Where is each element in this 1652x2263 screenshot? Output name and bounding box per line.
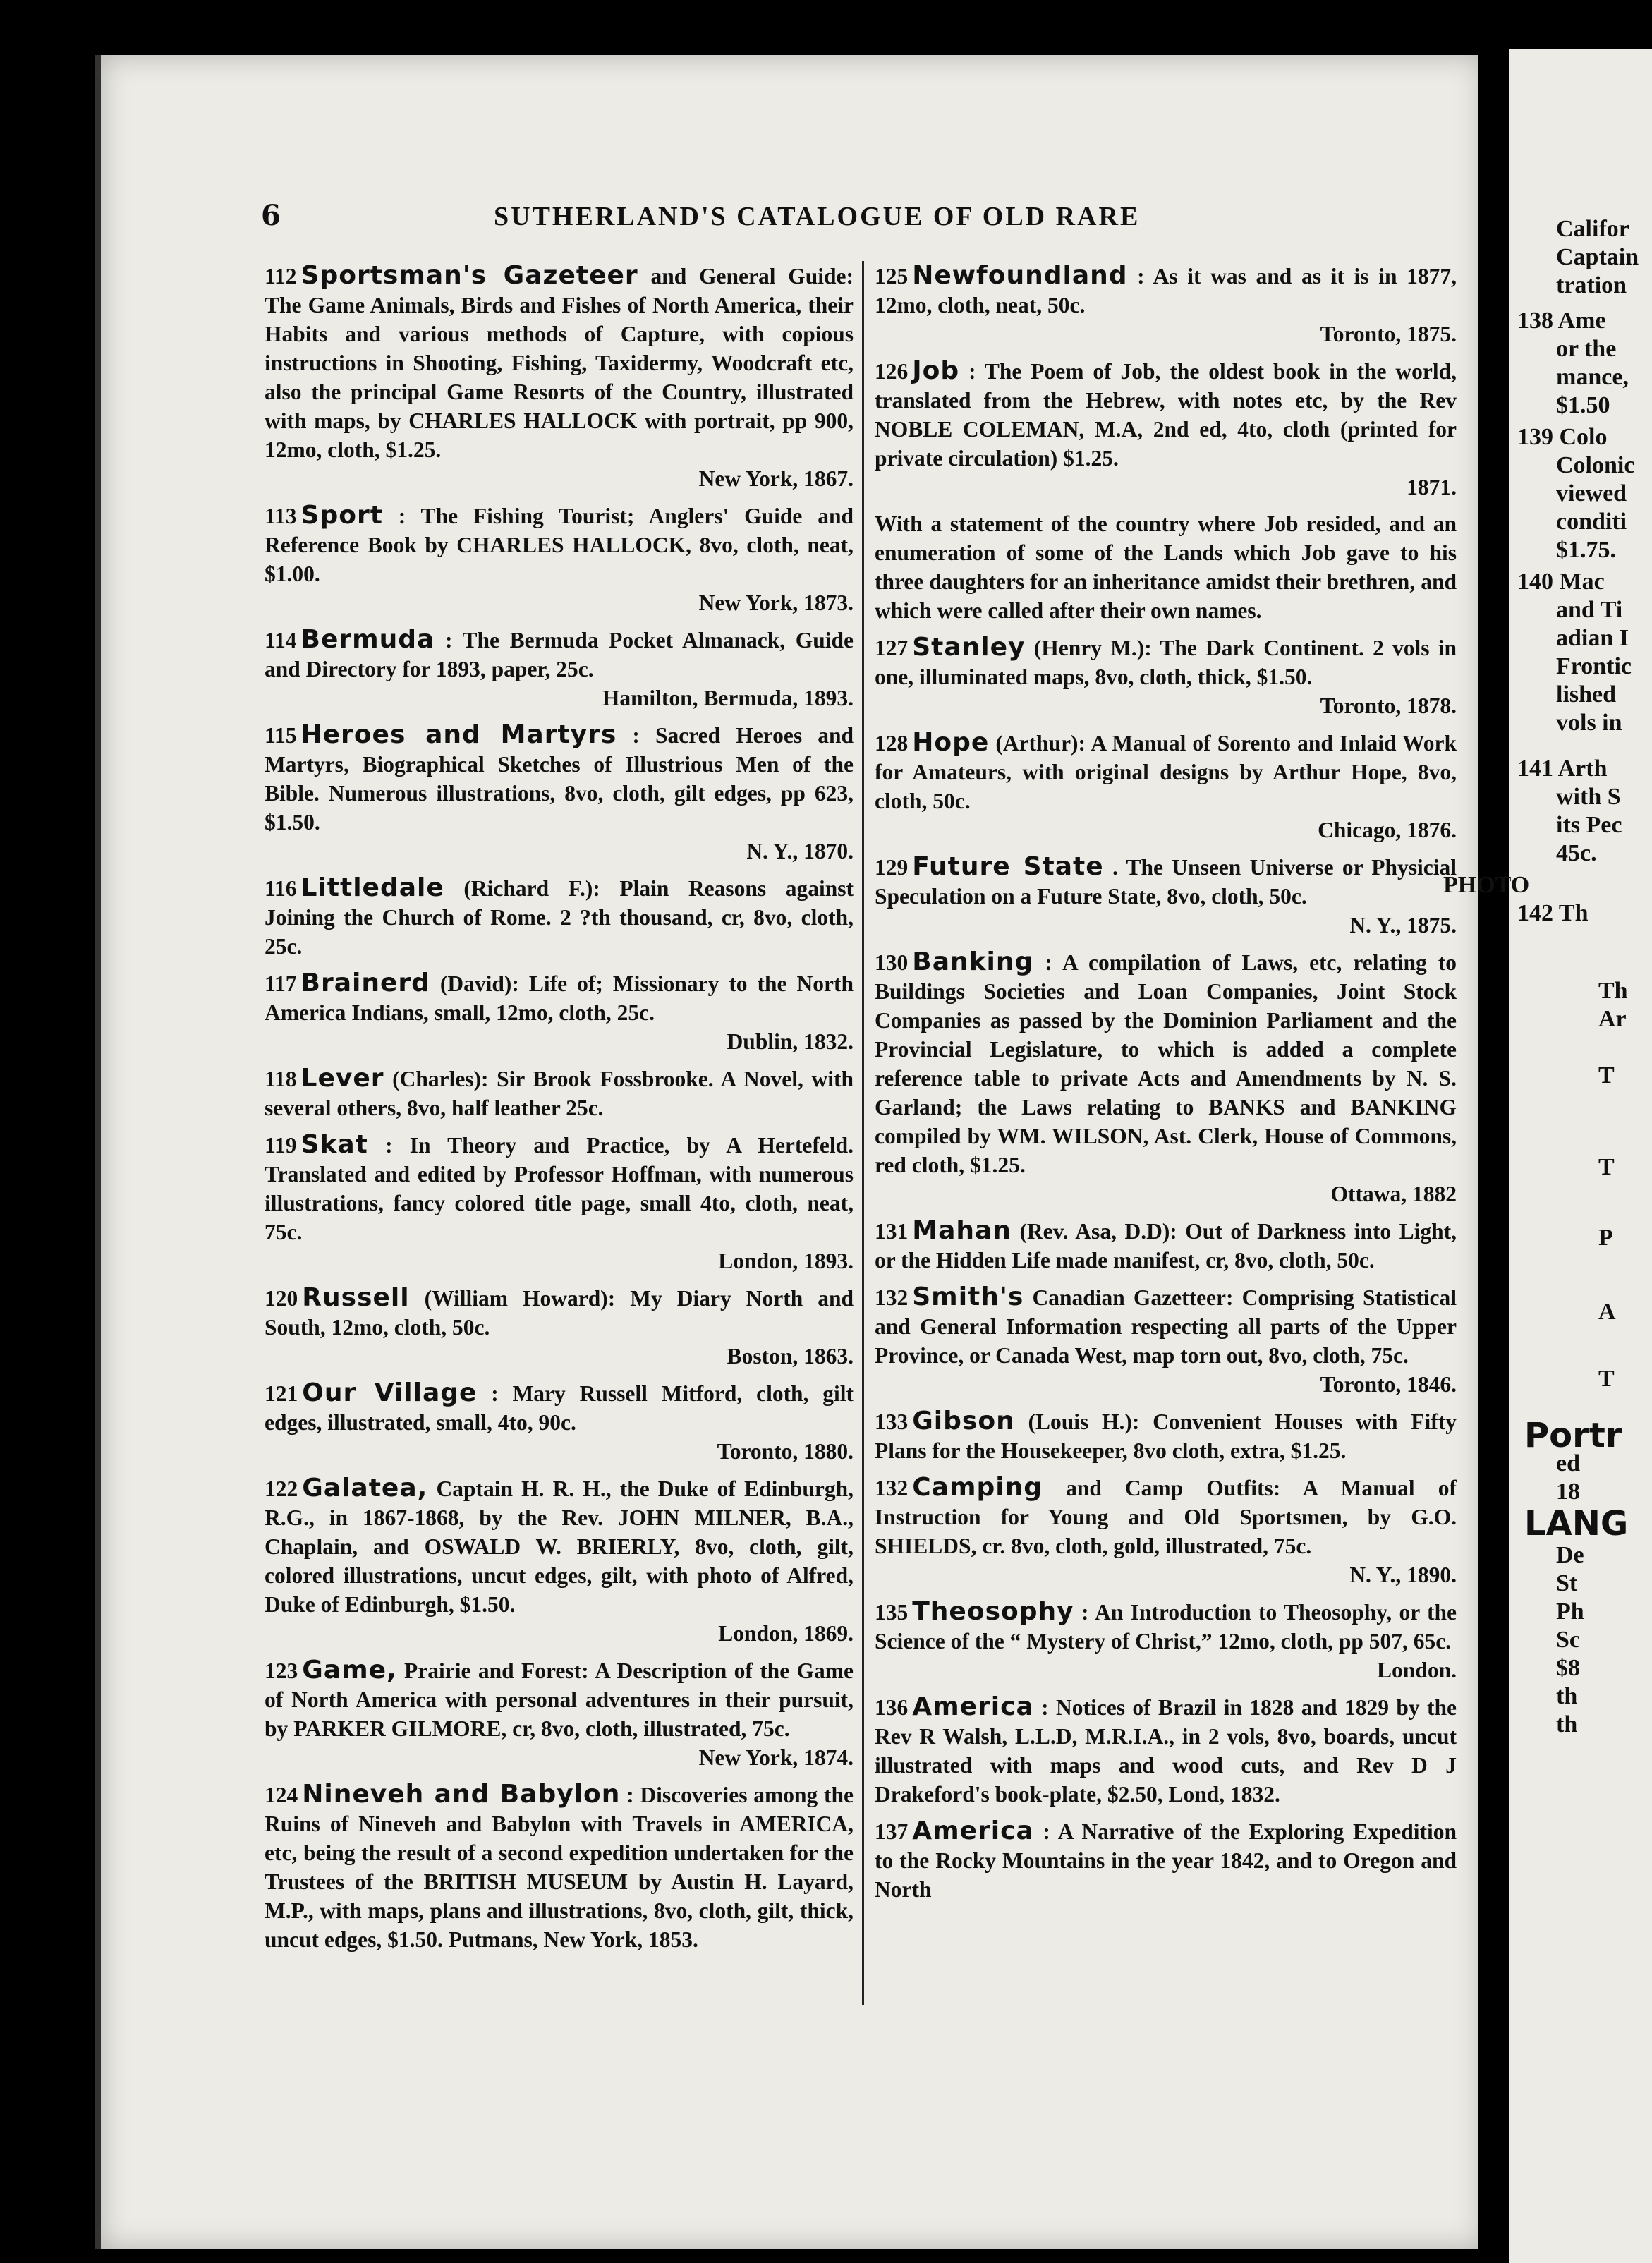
next-page-text-fragment: A (1598, 1299, 1616, 1325)
catalogue-entry (265, 1378, 854, 1466)
entry-keyword: Banking (912, 947, 1034, 976)
catalogue-entry (875, 261, 1457, 348)
next-page-text-fragment: $1.50 (1556, 392, 1610, 418)
entry-keyword: Theosophy (912, 1597, 1074, 1626)
entry-keyword: Gibson (912, 1407, 1015, 1436)
entry-keyword: Job (912, 356, 960, 385)
entry-place-date: N. Y., 1875. (1349, 913, 1457, 938)
entry-keyword: Smith's (912, 1282, 1024, 1311)
book-gutter (1478, 42, 1509, 2263)
entry-text: : A Narrative of the Exploring Expedition to the Rocky Mountains in the year 1842, and to Oregon and North (875, 1819, 1457, 1902)
next-page-text-fragment: mance, (1556, 364, 1629, 390)
next-page-text-fragment: Frontic (1556, 653, 1632, 679)
catalogue-entry (265, 1130, 854, 1275)
entry-number: 112 (265, 264, 297, 289)
entry-keyword: Sport (300, 501, 383, 530)
next-page-text-fragment: PHOTO (1443, 872, 1530, 898)
column-divider (862, 261, 864, 2005)
entry-text: : An Introduction to Theosophy, or the Science of the “ Mystery of Christ,” 12mo, cloth, pp 507, 65c. (875, 1600, 1457, 1654)
entry-place-date: Dublin, 1832. (727, 1029, 854, 1054)
entry-text: Prairie and Forest: A Description of the Game of North America with personal adventures in their pursuit, by PARKER GILMORE, cr, 8vo, cloth, illustrated, 75c. (265, 1658, 854, 1741)
entry-keyword: Newfoundland (912, 261, 1128, 290)
catalogue-entry (265, 969, 854, 1056)
entry-number: 126 (875, 359, 909, 384)
entry-number: 115 (265, 723, 297, 748)
next-page-text-fragment: Ph (1556, 1598, 1584, 1625)
entry-place-date: London, 1869. (718, 1621, 854, 1646)
entry-number: 127 (875, 636, 909, 660)
entry-keyword: Future State (912, 852, 1104, 881)
adjacent-page-fragment (1443, 49, 1652, 2263)
next-page-text-fragment: 138 Ame (1517, 308, 1606, 334)
entry-text: (David): Life of; Missionary to the North America Indians, small, 12mo, cloth, 25c. (265, 971, 854, 1025)
entry-number: 117 (265, 971, 297, 996)
entry-text: With a statement of the country where Job resided, and an enumeration of some of the Lands which Job gave to his three daughters for an inheritance amidst their brethren, and which were called after their own names. (875, 511, 1457, 623)
next-page-text-fragment: Portr (1524, 1416, 1622, 1455)
entry-keyword: Mahan (912, 1216, 1012, 1245)
next-page-text-fragment: De (1556, 1542, 1584, 1568)
next-page-text-fragment: 45c. (1556, 840, 1597, 866)
entry-text: : Notices of Brazil in 1828 and 1829 by the Rev R Walsh, L.L.D, M.R.I.A., in 2 vols, 8vo, boards, uncut illustrated with maps and wood cuts, and Rev D J Drakeford's book-plate, $2.50, Lond, 1832. (875, 1695, 1457, 1807)
next-page-text-fragment: 141 Arth (1517, 756, 1608, 782)
entry-text: . The Unseen Universe or Physicial Speculation on a Future State, 8vo, cloth, 50c. (875, 855, 1457, 909)
entry-keyword: Sportsman's Gazeteer (300, 261, 638, 290)
catalogue-entry (265, 625, 854, 712)
next-page-text-fragment: lished (1556, 681, 1617, 708)
next-page-text-fragment: Colonic (1556, 452, 1635, 478)
next-page-text-fragment: Captain (1556, 244, 1639, 270)
catalogue-entry (875, 1816, 1457, 1904)
next-page-text-fragment: th (1556, 1683, 1578, 1709)
entry-keyword: Hope (912, 728, 990, 757)
entry-keyword: Our Village (302, 1378, 478, 1407)
entry-keyword: Skat (300, 1130, 368, 1159)
next-page-text-fragment: Sc (1556, 1627, 1580, 1653)
entry-keyword: Stanley (912, 633, 1026, 662)
catalogue-entry (875, 1216, 1457, 1275)
entry-keyword: Heroes and Martyrs (300, 720, 617, 749)
entry-keyword: Camping (912, 1473, 1043, 1502)
entry-place-date: London. (1377, 1658, 1457, 1682)
entry-number: 118 (265, 1067, 297, 1091)
catalogue-entry (875, 947, 1457, 1208)
next-page-text-fragment: $8 (1556, 1655, 1580, 1681)
next-page-text-fragment: or the (1556, 336, 1617, 362)
entry-text: : The Fishing Tourist; Anglers' Guide and Reference Book by CHARLES HALLOCK, 8vo, cloth, neat, $1.00. (265, 504, 854, 586)
entry-keyword: Littledale (300, 873, 444, 902)
entry-number: 129 (875, 855, 909, 880)
entry-text: : Discoveries among the Ruins of Nineveh and Babylon with Travels in AMERICA, etc, being the result of a second expedition undertaken for the Trustees of the BRITISH MUSEUM by Austin H. Layard, M.P., with maps, plans and illustrations, 8vo, cloth, gilt, thick, uncut edges, $1.50. Putmans, New York, 1853. (265, 1783, 854, 1952)
page-number: 6 (261, 199, 281, 232)
next-page-text-fragment: 18 (1556, 1479, 1580, 1505)
entry-text: Canadian Gazetteer: Comprising Statistical and General Information respecting all parts of the Upper Province, or Canada West, map torn out, 8vo, cloth, 75c. (875, 1285, 1457, 1368)
next-page-text-fragment: 140 Mac (1517, 569, 1605, 595)
catalogue-entry (875, 356, 1457, 502)
entry-place-date: N. Y., 1870. (746, 839, 854, 863)
next-page-text-fragment: Th (1598, 978, 1628, 1004)
entry-keyword: America (912, 1816, 1034, 1845)
catalogue-entry (875, 852, 1457, 940)
entry-keyword: America (912, 1692, 1034, 1721)
next-page-text-fragment: tration (1556, 272, 1627, 298)
next-page-text-fragment: P (1598, 1225, 1613, 1251)
entry-text: (Henry M.): The Dark Continent. 2 vols in one, illuminated maps, 8vo, cloth, thick, $1.50. (875, 636, 1457, 689)
entry-text: : In Theory and Practice, by A Hertefeld. Translated and edited by Professor Hoffman, with numerous illustrations, fancy colored title page, small 4to, cloth, neat, 75c. (265, 1133, 854, 1244)
catalogue-entry (265, 1780, 854, 1954)
entry-place-date: Toronto, 1878. (1320, 693, 1457, 718)
entry-keyword: Lever (300, 1064, 384, 1093)
entry-keyword: Bermuda (300, 625, 435, 654)
entry-text: Captain H. R. H., the Duke of Edinburgh, R.G., in 1867-1868, by the Rev. JOHN MILNER, B.A., Chaplain, and OSWALD W. BRIERLY, 8vo, cloth, gilt, colored illustrations, uncut edges, gilt, with photo of Alfred, Duke of Edinburgh, $1.50. (265, 1476, 854, 1617)
entry-number: 137 (875, 1819, 909, 1844)
entry-number: 132 (875, 1476, 909, 1500)
catalogue-entry (875, 1692, 1457, 1809)
entry-text: (Louis H.): Convenient Houses with Fifty Plans for the Housekeeper, 8vo cloth, extra, $1.25. (875, 1409, 1457, 1463)
entry-keyword: Russell (302, 1283, 410, 1312)
entry-text: and Camp Outfits: A Manual of Instruction for Young and Old Sportsmen, by G.O. SHIELDS, cr. 8vo, cloth, gold, illustrated, 75c. (875, 1476, 1457, 1558)
entry-number: 133 (875, 1409, 909, 1434)
left-column (265, 261, 854, 1962)
entry-text: (Arthur): A Manual of Sorento and Inlaid Work for Amateurs, with original designs by Arthur Hope, 8vo, cloth, 50c. (875, 731, 1457, 813)
next-page-text-fragment: ed (1556, 1450, 1580, 1476)
entry-number: 131 (875, 1219, 909, 1244)
entry-place-date: 1871. (1407, 475, 1457, 499)
entry-text: : Mary Russell Mitford, cloth, gilt edges, illustrated, small, 4to, 90c. (265, 1381, 854, 1435)
catalogue-entry (875, 728, 1457, 844)
next-page-text-fragment: its Pec (1556, 812, 1622, 838)
entry-keyword: Brainerd (300, 969, 430, 997)
entry-number: 125 (875, 264, 909, 289)
entry-number: 122 (265, 1476, 298, 1501)
entry-number: 114 (265, 628, 297, 653)
catalogue-entry (265, 873, 854, 961)
entry-number: 121 (265, 1381, 298, 1406)
catalogue-entry (875, 1473, 1457, 1589)
entry-number: 113 (265, 504, 297, 528)
catalogue-entry (875, 633, 1457, 720)
next-page-text-fragment: conditi (1556, 509, 1627, 535)
next-page-text-fragment: Califor (1556, 216, 1629, 242)
next-page-text-fragment: 139 Colo (1517, 424, 1608, 450)
entry-place-date: Chicago, 1876. (1318, 818, 1457, 842)
entry-number: 123 (265, 1658, 298, 1683)
entry-place-date: Ottawa, 1882 (1330, 1182, 1457, 1206)
entry-place-date: New York, 1873. (698, 590, 854, 615)
next-page-text-fragment: vols in (1556, 710, 1622, 736)
next-page-text-fragment: viewed (1556, 480, 1627, 506)
next-page-text-fragment: and Ti (1556, 597, 1623, 623)
entry-place-date: Toronto, 1880. (717, 1439, 854, 1464)
entry-place-date: N. Y., 1890. (1349, 1563, 1457, 1587)
entry-number: 119 (265, 1133, 297, 1158)
catalogue-entry (875, 1407, 1457, 1465)
next-page-text-fragment: St (1556, 1570, 1578, 1596)
entry-number: 136 (875, 1695, 909, 1720)
catalogue-entry (265, 1283, 854, 1371)
entry-place-date: New York, 1874. (698, 1745, 854, 1770)
entry-number: 120 (265, 1286, 298, 1311)
catalogue-entry (265, 501, 854, 617)
entry-place-date: New York, 1867. (698, 466, 854, 491)
next-page-text-fragment: 142 Th (1517, 900, 1589, 926)
entry-place-date: London, 1893. (718, 1249, 854, 1273)
entry-place-date: Toronto, 1875. (1320, 322, 1457, 346)
entry-text: : As it was and as it is in 1877, 12mo, cloth, neat, 50c. (875, 264, 1457, 317)
next-page-text-fragment: T (1598, 1366, 1615, 1392)
entry-number: 124 (265, 1783, 298, 1807)
entry-text: (Rev. Asa, D.D): Out of Darkness into Light, or the Hidden Life made manifest, cr, 8vo, cloth, 50c. (875, 1219, 1457, 1273)
next-page-text-fragment: th (1556, 1711, 1578, 1737)
entry-text: : A compilation of Laws, etc, relating to Buildings Societies and Loan Companies, Joint Stock Companies as passed by the Dominion Parliament and the Provincial Legislature, to which is added a complete reference table to private Acts and Amendments by N. S. Garland; the Laws relating to BANKS and BANKING compiled by WM. WILSON, Ast. Clerk, House of Commons, red cloth, $1.25. (875, 950, 1457, 1177)
catalogue-entry (265, 1474, 854, 1648)
entry-place-date: Toronto, 1846. (1320, 1372, 1457, 1397)
next-page-text-fragment: with S (1556, 784, 1621, 810)
entry-number: 116 (265, 876, 297, 901)
right-column (875, 261, 1457, 1912)
catalogue-entry (265, 1064, 854, 1122)
entry-text: (William Howard): My Diary North and South, 12mo, cloth, 50c. (265, 1286, 854, 1340)
entry-keyword: Nineveh and Babylon (302, 1780, 621, 1809)
entry-text: (Richard F.): Plain Reasons against Joining the Church of Rome. 2 ?th thousand, cr, 8vo, cloth, 25c. (265, 876, 854, 959)
next-page-text-fragment: $1.75. (1556, 537, 1616, 563)
catalogue-entry (875, 1597, 1457, 1685)
entry-text: and General Guide: The Game Animals, Birds and Fishes of North America, their Habits and various methods of Capture, with copious instructions in Shooting, Fishing, Taxidermy, Woodcraft etc, also the principal Game Resorts of the Country, illustrated with maps, by CHARLES HALLOCK with portrait, pp 900, 12mo, cloth, $1.25. (265, 264, 854, 462)
catalogue-entry (265, 261, 854, 493)
next-page-text-fragment: adian I (1556, 625, 1629, 651)
entry-number: 130 (875, 950, 909, 975)
entry-keyword: Game, (302, 1656, 397, 1685)
entry-number: 132 (875, 1285, 909, 1310)
running-head: SUTHERLAND'S CATALOGUE OF OLD RARE (494, 202, 1141, 231)
entry-text: : The Poem of Job, the oldest book in the world, translated from the Hebrew, with notes etc, by the Rev NOBLE COLEMAN, M.A, 2nd ed, 4to, cloth (printed for private circulation) $1.25. (875, 359, 1457, 471)
catalogue-entry (265, 720, 854, 866)
entry-text: (Charles): Sir Brook Fossbrooke. A Novel, with several others, 8vo, half leather 25c. (265, 1067, 854, 1120)
next-page-text-fragment: T (1598, 1154, 1615, 1180)
page-header (261, 199, 1305, 232)
next-page-text-fragment: Ar (1598, 1006, 1627, 1032)
entry-number: 128 (875, 731, 909, 756)
entry-keyword: Galatea, (302, 1474, 428, 1503)
entry-text: : The Bermuda Pocket Almanack, Guide and Directory for 1893, paper, 25c. (265, 628, 854, 681)
next-page-text-fragment: LANG (1524, 1504, 1629, 1543)
entry-note (875, 509, 1457, 625)
entry-number: 135 (875, 1600, 909, 1625)
entry-text: : Sacred Heroes and Martyrs, Biographical Sketches of Illustrious Men of the Bible. Numerous illustrations, 8vo, cloth, gilt edges, pp 623, $1.50. (265, 723, 854, 835)
catalogue-entry (265, 1656, 854, 1772)
next-page-text-fragment: T (1598, 1062, 1615, 1088)
entry-place-date: Boston, 1863. (727, 1344, 854, 1369)
catalogue-entry (875, 1282, 1457, 1399)
entry-place-date: Hamilton, Bermuda, 1893. (602, 686, 854, 710)
